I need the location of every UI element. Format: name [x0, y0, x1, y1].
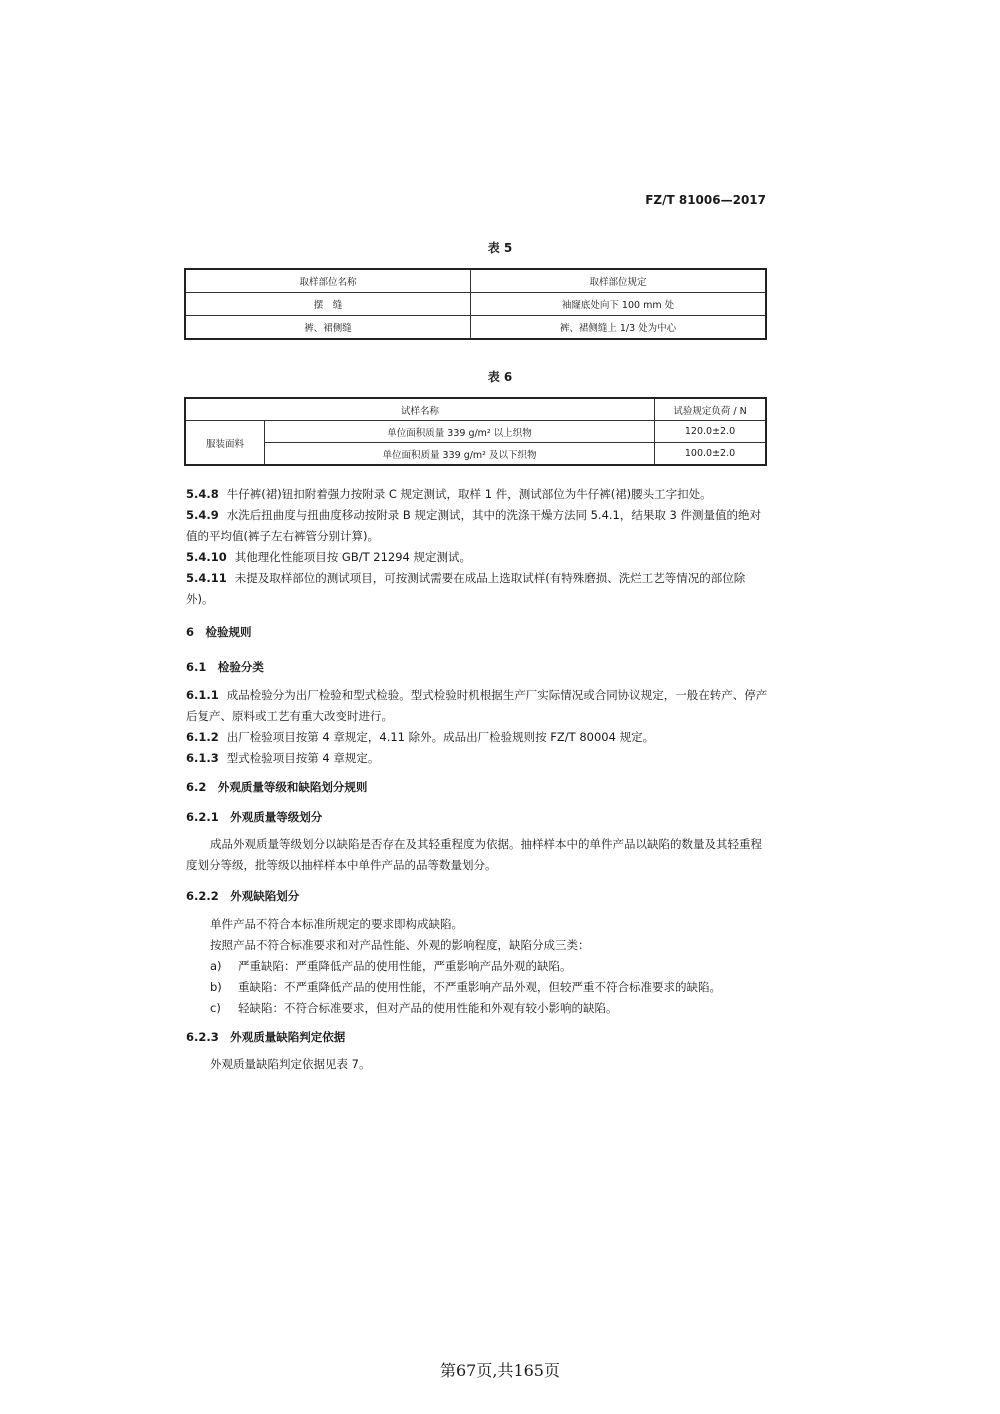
list-item	[210, 998, 770, 1019]
table-header-cell: 试样名称	[185, 398, 655, 421]
table5-caption: 表 5	[487, 241, 513, 255]
table-row	[185, 293, 766, 316]
list-text: 严重缺陷：严重降低产品的使用性能，严重影响产品外观的缺陷。	[238, 959, 572, 973]
clause-text: 水洗后扭曲度与扭曲度移动按附录 B 规定测试，其中的洗涤干燥方法同 5.4.1，结果取 3 件测量值的绝对值的平均值(裤子左右裤管分别计算)。	[186, 508, 761, 543]
clause-text: 成品检验分为出厂检验和型式检验。型式检验时机根据生产厂实际情况或合同协议规定，一般在转产、停产后复产、原料或工艺有重大改变时进行。	[186, 688, 768, 723]
list-item	[210, 977, 770, 998]
section-6-1-body	[186, 685, 769, 769]
table5	[184, 268, 767, 340]
clause-5-4-9	[186, 505, 769, 547]
table-cell: 袖窿底处向下 100 mm 处	[471, 293, 767, 316]
table-header-cell: 取样部位名称	[185, 269, 471, 293]
clause-number: 6.1.1	[186, 688, 219, 702]
list-text: 轻缺陷：不符合标准要求，但对产品的使用性能和外观有较小影响的缺陷。	[238, 1001, 618, 1015]
table-cell: 单位面积质量 339 g/m² 及以下织物	[265, 443, 655, 466]
table-row	[185, 421, 766, 443]
clauses-5-4	[186, 484, 769, 610]
list-item	[210, 956, 770, 977]
section-6-2-3-text: 外观质量缺陷判定依据见表 7。	[210, 1057, 371, 1071]
clause-number: 5.4.10	[186, 550, 227, 564]
section-6-2-3-heading: 6.2.3 外观质量缺陷判定依据	[186, 1030, 346, 1044]
clause-text: 出厂检验项目按第 4 章规定，4.11 除外。成品出厂检验规则按 FZ/T 80004 规定。	[226, 730, 655, 744]
section-6-2-2-heading: 6.2.2 外观缺陷划分	[186, 889, 300, 903]
clause-5-4-8	[186, 484, 769, 505]
clause-text: 未提及取样部位的测试项目，可按测试需要在成品上选取试样(有特殊磨损、洗烂工艺等情况的部位除外)。	[186, 571, 746, 606]
list-label: a)	[210, 959, 222, 973]
table-row	[185, 443, 766, 466]
list-label: b)	[210, 980, 222, 994]
clause-text: 其他理化性能项目按 GB/T 21294 规定测试。	[234, 550, 471, 564]
table-cell: 单位面积质量 339 g/m² 以上织物	[265, 421, 655, 443]
table-row	[185, 316, 766, 340]
table-cell: 裤、裙侧缝上 1/3 处为中心	[471, 316, 767, 340]
paragraph: 单件产品不符合本标准所规定的要求即构成缺陷。	[210, 917, 463, 931]
section-6-1-heading: 6.1 检验分类	[186, 660, 264, 674]
list-text: 重缺陷：不严重降低产品的使用性能，不严重影响产品外观，但较严重不符合标准要求的缺陷。	[238, 980, 721, 994]
section-6-2-2-body	[210, 914, 770, 1019]
table-header-row	[185, 398, 766, 421]
table-cell: 100.0±2.0	[655, 443, 766, 466]
clause-text: 牛仔裤(裙)钮扣附着强力按附录 C 规定测试，取样 1 件，测试部位为牛仔裤(裙)腰头工字扣处。	[226, 487, 712, 501]
page-footer: 第67页,共165页	[440, 1361, 560, 1380]
clause-6-1-3	[186, 748, 769, 769]
clause-number: 5.4.11	[186, 571, 227, 585]
section-6-2-heading: 6.2 外观质量等级和缺陷划分规则	[186, 780, 368, 794]
section-6-2-1-text: 成品外观质量等级划分以缺陷是否存在及其轻重程度为依据。抽样样本中的单件产品以缺陷的数量及其轻重程度划分等级，批等级以抽样样本中单件产品的品等数量划分。	[186, 837, 762, 872]
clause-5-4-10	[186, 547, 769, 568]
table-cell: 120.0±2.0	[655, 421, 766, 443]
clause-number: 5.4.9	[186, 508, 219, 522]
table-group-cell: 服装面料	[185, 421, 265, 466]
list-label: c)	[210, 1001, 221, 1015]
clause-6-1-2	[186, 727, 769, 748]
clause-number: 6.1.3	[186, 751, 219, 765]
standard-code: FZ/T 81006—2017	[645, 193, 766, 207]
clause-number: 5.4.8	[186, 487, 219, 501]
table6	[184, 397, 767, 466]
table6-caption: 表 6	[487, 370, 513, 384]
table-header-row	[185, 269, 766, 293]
clause-number: 6.1.2	[186, 730, 219, 744]
clause-5-4-11	[186, 568, 769, 610]
clause-text: 型式检验项目按第 4 章规定。	[226, 751, 380, 765]
table-cell: 裤、裙侧缝	[185, 316, 471, 340]
clause-6-1-1	[186, 685, 769, 727]
table-cell: 摆 缝	[185, 293, 471, 316]
section-6-heading: 6 检验规则	[186, 625, 252, 639]
table-header-cell: 试验规定负荷 / N	[655, 398, 766, 421]
table-header-cell: 取样部位规定	[471, 269, 767, 293]
paragraph: 按照产品不符合标准要求和对产品性能、外观的影响程度，缺陷分成三类：	[210, 938, 590, 952]
section-6-2-1-heading: 6.2.1 外观质量等级划分	[186, 810, 323, 824]
